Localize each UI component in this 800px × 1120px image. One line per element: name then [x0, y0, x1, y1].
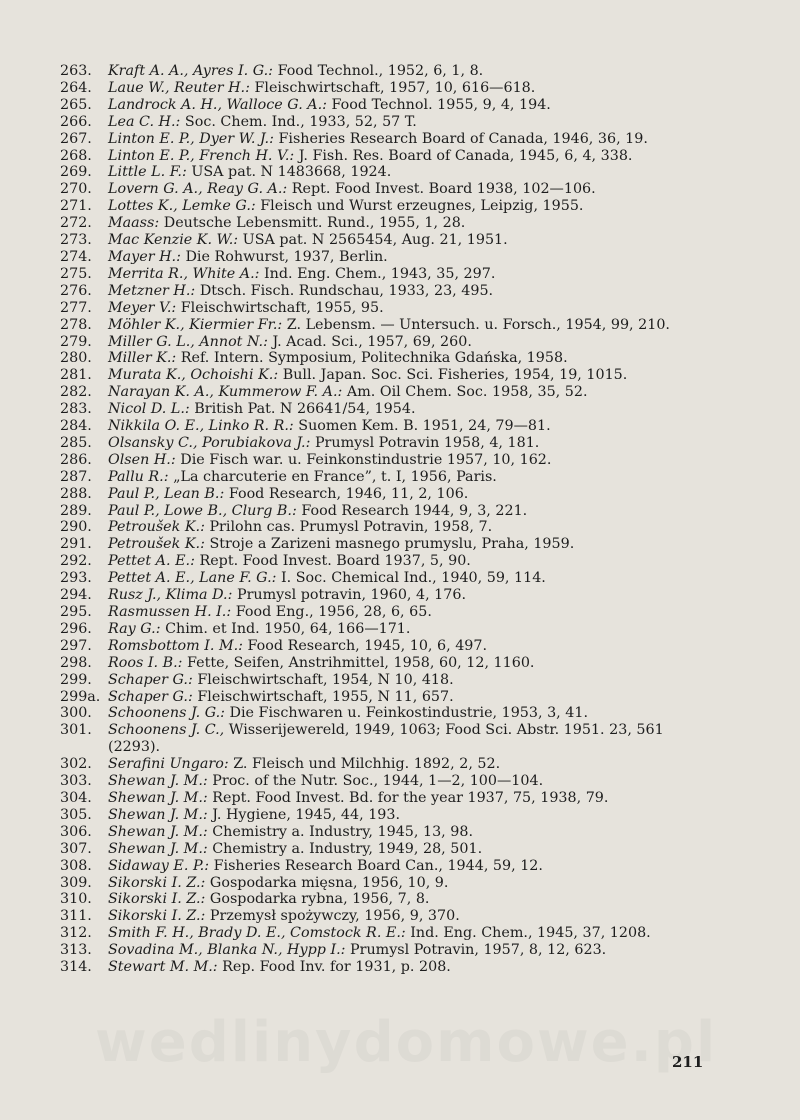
reference-authors: Schaper G.: [108, 671, 193, 688]
reference-citation: USA pat. N 1483668, 1924. [191, 164, 392, 181]
reference-citation: J. Fish. Res. Board of Canada, 1945, 6, 4, 338. [298, 147, 633, 164]
reference-authors: Schoonens J. G.: [108, 705, 225, 722]
reference-number: 296. [60, 620, 92, 637]
reference-authors: Lovern G. A., Reay G. A.: [108, 181, 288, 198]
reference-number: 278. [60, 316, 92, 333]
reference-body [108, 587, 710, 604]
reference-citation: I. Soc. Chemical Ind., 1940, 59, 114. [281, 570, 546, 587]
reference-authors: Linton E. P., French H. V.: [108, 147, 295, 164]
reference-body [108, 655, 710, 672]
reference-body [108, 959, 710, 976]
reference-number: 285. [60, 434, 92, 451]
reference-body [108, 148, 710, 165]
reference-citation: Fette, Seifen, Anstrihmittel, 1958, 60, 12, 1160. [187, 654, 535, 671]
reference-entry [60, 249, 710, 266]
reference-number: 277. [60, 299, 92, 316]
reference-citation: Gospodarka mięsna, 1956, 10, 9. [209, 874, 449, 891]
reference-number: 288. [60, 485, 92, 502]
reference-entry [60, 469, 710, 486]
reference-entry [60, 232, 710, 249]
reference-body [108, 790, 710, 807]
reference-authors: Roos I. B.: [108, 654, 183, 671]
reference-authors: Lea C. H.: [108, 113, 181, 130]
reference-number: 270. [60, 181, 92, 198]
reference-entry [60, 604, 710, 621]
reference-number: 312. [60, 925, 92, 942]
reference-entry [60, 486, 710, 503]
reference-authors: Meyer V.: [108, 299, 177, 316]
reference-entry [60, 773, 710, 790]
reference-entry [60, 367, 710, 384]
reference-authors: Schoonens J. C., [108, 722, 225, 739]
reference-body [108, 807, 710, 824]
reference-entry [60, 807, 710, 824]
reference-citation: Fisheries Research Board Can., 1944, 59, 12. [213, 857, 543, 874]
reference-number: 303. [60, 773, 92, 790]
reference-authors: Möhler K., Kiermier Fr.: [108, 316, 283, 333]
reference-body [108, 63, 710, 80]
reference-authors: Metzner H.: [108, 282, 196, 299]
reference-body [108, 486, 710, 503]
reference-citation: Chim. et Ind. 1950, 64, 166—171. [165, 620, 411, 637]
reference-entry [60, 553, 710, 570]
reference-body [108, 131, 710, 148]
page-number: 211 [672, 1053, 704, 1071]
reference-body [108, 249, 710, 266]
reference-entry [60, 705, 710, 722]
reference-entry [60, 334, 710, 351]
reference-authors: Pettet A. E.: [108, 553, 195, 570]
reference-entry [60, 875, 710, 892]
reference-body [108, 773, 710, 790]
reference-number: 264. [60, 79, 92, 96]
reference-number: 290. [60, 519, 92, 536]
reference-authors: Sikorski I. Z.: [108, 908, 206, 925]
reference-number: 314. [60, 959, 92, 976]
reference-number: 306. [60, 823, 92, 840]
reference-entry [60, 164, 710, 181]
reference-body [108, 672, 710, 689]
reference-authors: Pettet A. E., Lane F. G.: [108, 570, 277, 587]
reference-entry [60, 722, 710, 756]
reference-entry [60, 942, 710, 959]
reference-citation: Food Technol., 1952, 6, 1, 8. [277, 63, 484, 79]
reference-entry [60, 891, 710, 908]
reference-citation: Bull. Japan. Soc. Sci. Fisheries, 1954, 19, 1015. [282, 367, 628, 384]
reference-citation: J. Hygiene, 1945, 44, 193. [212, 806, 401, 823]
reference-entry [60, 790, 710, 807]
reference-body [108, 97, 710, 114]
reference-entry [60, 655, 710, 672]
reference-authors: Paul P., Lowe B., Clurg B.: [108, 502, 297, 519]
reference-citation: Food Technol. 1955, 9, 4, 194. [331, 96, 551, 113]
reference-citation: Deutsche Lebensmitt. Rund., 1955, 1, 28. [163, 215, 466, 232]
reference-citation: Food Research, 1945, 10, 6, 497. [247, 637, 488, 654]
reference-entry [60, 384, 710, 401]
reference-number: 307. [60, 840, 92, 857]
reference-number: 298. [60, 654, 92, 671]
reference-citation: Ind. Eng. Chem., 1945, 37, 1208. [410, 925, 651, 942]
reference-number: 275. [60, 265, 92, 282]
reference-authors: Olsen H.: [108, 451, 176, 468]
reference-body [108, 418, 710, 435]
reference-entry [60, 841, 710, 858]
reference-authors: Laue W., Reuter H.: [108, 79, 250, 96]
reference-number: 286. [60, 451, 92, 468]
reference-authors: Sikorski I. Z.: [108, 891, 206, 908]
reference-body [108, 300, 710, 317]
reference-number: 297. [60, 637, 92, 654]
reference-body [108, 334, 710, 351]
reference-citation: Dtsch. Fisch. Rundschau, 1933, 23, 495. [199, 282, 494, 299]
reference-citation: Wisserijewereld, 1949, 1063; Food Sci. Abstr. 1951. 23, 561 (2293). [108, 722, 664, 756]
reference-number: 268. [60, 147, 92, 164]
reference-body [108, 841, 710, 858]
reference-entry [60, 959, 710, 976]
reference-entry [60, 824, 710, 841]
reference-citation: Stroje a Zarizeni masnego prumyslu, Praha, 1959. [209, 536, 575, 553]
reference-citation: Prumysl Potravin 1958, 4, 181. [314, 434, 540, 451]
reference-number: 299. [60, 671, 92, 688]
reference-entry [60, 131, 710, 148]
reference-number: 295. [60, 604, 92, 620]
reference-body [108, 401, 710, 418]
reference-authors: Petroušek K.: [108, 519, 205, 536]
reference-authors: Kraft A. A., Ayres I. G.: [108, 63, 274, 79]
reference-number: 291. [60, 536, 92, 553]
reference-number: 313. [60, 942, 92, 959]
reference-authors: Nikkila O. E., Linko R. R.: [108, 418, 294, 435]
reference-citation: „La charcuterie en France”, t. I, 1956, Paris. [173, 468, 497, 485]
reference-citation: USA pat. N 2565454, Aug. 21, 1951. [242, 232, 508, 249]
reference-citation: British Pat. N 26641/54, 1954. [194, 401, 416, 418]
reference-number: 289. [60, 502, 92, 519]
reference-authors: Narayan K. A., Kummerow F. A.: [108, 384, 343, 401]
reference-entry [60, 181, 710, 198]
reference-citation: Fleisch und Wurst erzeugnes, Leipzig, 1955. [260, 198, 584, 215]
reference-entry [60, 503, 710, 520]
reference-authors: Smith F. H., Brady D. E., Comstock R. E.: [108, 925, 406, 942]
reference-number: 272. [60, 215, 92, 232]
reference-citation: Fisheries Research Board of Canada, 1946, 36, 19. [278, 130, 648, 147]
reference-body [108, 519, 710, 536]
reference-entry [60, 114, 710, 131]
reference-number: 269. [60, 164, 92, 181]
reference-body [108, 198, 710, 215]
reference-citation: Fleischwirtschaft, 1955, N 11, 657. [197, 688, 454, 705]
reference-body [108, 925, 710, 942]
reference-authors: Shewan J. M.: [108, 773, 208, 790]
reference-authors: Merrita R., White A.: [108, 265, 260, 282]
reference-entry [60, 621, 710, 638]
reference-citation: Prumysl potravin, 1960, 4, 176. [236, 587, 467, 604]
reference-authors: Shewan J. M.: [108, 840, 208, 857]
reference-citation: Food Research, 1946, 11, 2, 106. [228, 485, 469, 502]
reference-entry [60, 638, 710, 655]
reference-number: 283. [60, 401, 92, 418]
reference-citation: Ref. Intern. Symposium, Politechnika Gdańska, 1958. [180, 350, 568, 367]
reference-entry [60, 418, 710, 435]
reference-citation: Chemistry a. Industry, 1945, 13, 98. [212, 823, 474, 840]
reference-citation: Chemistry a. Industry, 1949, 28, 501. [212, 840, 483, 857]
reference-body [108, 570, 710, 587]
reference-body [108, 908, 710, 925]
reference-citation: Rept. Food Invest. Board 1938, 102—106. [291, 181, 596, 198]
reference-number: 281. [60, 367, 92, 384]
reference-citation: Proc. of the Nutr. Soc., 1944, 1—2, 100—104. [212, 773, 544, 790]
reference-citation: Ind. Eng. Chem., 1943, 35, 297. [264, 265, 496, 282]
reference-authors: Landrock A. H., Walloce G. A.: [108, 96, 327, 113]
reference-body [108, 114, 710, 131]
reference-body [108, 367, 710, 384]
reference-entry [60, 97, 710, 114]
reference-entry [60, 536, 710, 553]
reference-authors: Rusz J., Klima D.: [108, 587, 233, 604]
reference-authors: Paul P., Lean B.: [108, 485, 225, 502]
reference-authors: Maass: [108, 215, 160, 232]
reference-body [108, 858, 710, 875]
reference-number: 305. [60, 806, 92, 823]
reference-list [60, 63, 710, 976]
reference-body [108, 875, 710, 892]
reference-body [108, 350, 710, 367]
reference-entry [60, 148, 710, 165]
reference-body [108, 891, 710, 908]
reference-entry [60, 80, 710, 97]
reference-authors: Miller G. L., Annot N.: [108, 333, 268, 350]
reference-authors: Lottes K., Lemke G.: [108, 198, 256, 215]
reference-authors: Sikorski I. Z.: [108, 874, 206, 891]
reference-entry [60, 756, 710, 773]
reference-number: 308. [60, 857, 92, 874]
reference-authors: Shewan J. M.: [108, 823, 208, 840]
reference-body [108, 266, 710, 283]
reference-citation: Rep. Food Inv. for 1931, p. 208. [222, 959, 451, 976]
reference-number: 301. [60, 722, 92, 739]
reference-number: 299a. [60, 688, 101, 705]
reference-body [108, 553, 710, 570]
reference-authors: Olsansky C., Porubiakova J.: [108, 434, 311, 451]
reference-citation: Z. Fleisch und Milchhig. 1892, 2, 52. [233, 756, 501, 773]
reference-authors: Mayer H.: [108, 248, 181, 265]
reference-number: 273. [60, 232, 92, 249]
reference-authors: Miller K.: [108, 350, 177, 367]
reference-authors: Mac Kenzie K. W.: [108, 232, 239, 249]
reference-authors: Rasmussen H. I.: [108, 604, 232, 620]
reference-entry [60, 587, 710, 604]
reference-body [108, 232, 710, 249]
reference-citation: Soc. Chem. Ind., 1933, 52, 57 T. [184, 113, 417, 130]
reference-citation: Prilohn cas. Prumysl Potravin, 1958, 7. [209, 519, 493, 536]
reference-citation: J. Acad. Sci., 1957, 69, 260. [272, 333, 472, 350]
reference-number: 263. [60, 63, 92, 79]
reference-number: 265. [60, 96, 92, 113]
reference-authors: Ray G.: [108, 620, 161, 637]
reference-number: 280. [60, 350, 92, 367]
reference-body [108, 824, 710, 841]
reference-citation: Die Fisch war. u. Feinkonstindustrie 1957, 10, 162. [180, 451, 552, 468]
reference-number: 284. [60, 418, 92, 435]
reference-body [108, 164, 710, 181]
reference-number: 282. [60, 384, 92, 401]
reference-body [108, 317, 710, 334]
reference-entry [60, 519, 710, 536]
reference-number: 300. [60, 705, 92, 722]
reference-entry [60, 215, 710, 232]
reference-citation: Food Eng., 1956, 28, 6, 65. [235, 604, 432, 620]
reference-authors: Serafini Ungaro: [108, 756, 229, 773]
reference-body [108, 469, 710, 486]
watermark [95, 1010, 717, 1075]
reference-number: 271. [60, 198, 92, 215]
reference-number: 304. [60, 789, 92, 806]
reference-body [108, 181, 710, 198]
reference-citation: Fleischwirtschaft, 1954, N 10, 418. [197, 671, 454, 688]
reference-body [108, 215, 710, 232]
reference-citation: Am. Oil Chem. Soc. 1958, 35, 52. [346, 384, 588, 401]
reference-citation: Die Rohwurst, 1937, Berlin. [185, 248, 388, 265]
reference-entry [60, 672, 710, 689]
reference-entry [60, 689, 710, 706]
reference-citation: Rept. Food Invest. Bd. for the year 1937, 75, 1938, 79. [212, 789, 609, 806]
reference-number: 287. [60, 468, 92, 485]
reference-authors: Murata K., Ochoishi K.: [108, 367, 279, 384]
reference-number: 294. [60, 587, 92, 604]
reference-citation: Przemysł spożywczy, 1956, 9, 370. [209, 908, 460, 925]
reference-authors: Sidaway E. P.: [108, 857, 210, 874]
reference-number: 279. [60, 333, 92, 350]
reference-entry [60, 350, 710, 367]
reference-entry [60, 63, 710, 80]
reference-number: 267. [60, 130, 92, 147]
reference-citation: Rept. Food Invest. Board 1937, 5, 90. [199, 553, 471, 570]
reference-entry [60, 452, 710, 469]
reference-body [108, 621, 710, 638]
reference-entry [60, 401, 710, 418]
reference-number: 274. [60, 248, 92, 265]
reference-entry [60, 317, 710, 334]
reference-body [108, 452, 710, 469]
reference-entry [60, 908, 710, 925]
reference-citation: Z. Lebensm. — Untersuch. u. Forsch., 1954, 99, 210. [286, 316, 670, 333]
reference-authors: Pallu R.: [108, 468, 169, 485]
reference-citation: Food Research 1944, 9, 3, 221. [301, 502, 528, 519]
reference-authors: Schaper G.: [108, 688, 193, 705]
reference-entry [60, 925, 710, 942]
reference-entry [60, 570, 710, 587]
reference-number: 292. [60, 553, 92, 570]
reference-body [108, 604, 710, 621]
reference-number: 276. [60, 282, 92, 299]
reference-citation: Fleischwirtschaft, 1955, 95. [180, 299, 384, 316]
reference-authors: Linton E. P., Dyer W. J.: [108, 130, 274, 147]
reference-entry [60, 283, 710, 300]
reference-entry [60, 266, 710, 283]
reference-authors: Little L. F.: [108, 164, 187, 181]
reference-body [108, 283, 710, 300]
reference-authors: Stewart M. M.: [108, 959, 218, 976]
reference-body [108, 435, 710, 452]
reference-authors: Petroušek K.: [108, 536, 205, 553]
reference-citation: Fleischwirtschaft, 1957, 10, 616—618. [254, 79, 536, 96]
reference-authors: Sovadina M., Blanka N., Hypp I.: [108, 942, 346, 959]
reference-number: 309. [60, 874, 92, 891]
reference-body [108, 503, 710, 520]
reference-authors: Shewan J. M.: [108, 789, 208, 806]
reference-body [108, 689, 710, 706]
reference-body [108, 942, 710, 959]
reference-authors: Romsbottom I. M.: [108, 637, 243, 654]
reference-number: 310. [60, 891, 92, 908]
reference-body [108, 80, 710, 97]
reference-authors: Nicol D. L.: [108, 401, 190, 418]
reference-citation: Die Fischwaren u. Feinkostindustrie, 1953, 3, 41. [229, 705, 589, 722]
reference-entry [60, 435, 710, 452]
reference-body [108, 536, 710, 553]
reference-body [108, 705, 710, 722]
reference-authors: Shewan J. M.: [108, 806, 208, 823]
reference-entry [60, 300, 710, 317]
reference-body [108, 638, 710, 655]
reference-citation: Gospodarka rybna, 1956, 7, 8. [209, 891, 430, 908]
reference-citation: Suomen Kem. B. 1951, 24, 79—81. [298, 418, 551, 435]
reference-body [108, 756, 710, 773]
reference-entry [60, 858, 710, 875]
reference-entry [60, 198, 710, 215]
reference-number: 302. [60, 756, 92, 773]
reference-citation: Prumysl Potravin, 1957, 8, 12, 623. [350, 942, 607, 959]
reference-body [108, 384, 710, 401]
reference-body [108, 722, 710, 756]
reference-number: 293. [60, 570, 92, 587]
reference-number: 266. [60, 113, 92, 130]
reference-number: 311. [60, 908, 92, 925]
